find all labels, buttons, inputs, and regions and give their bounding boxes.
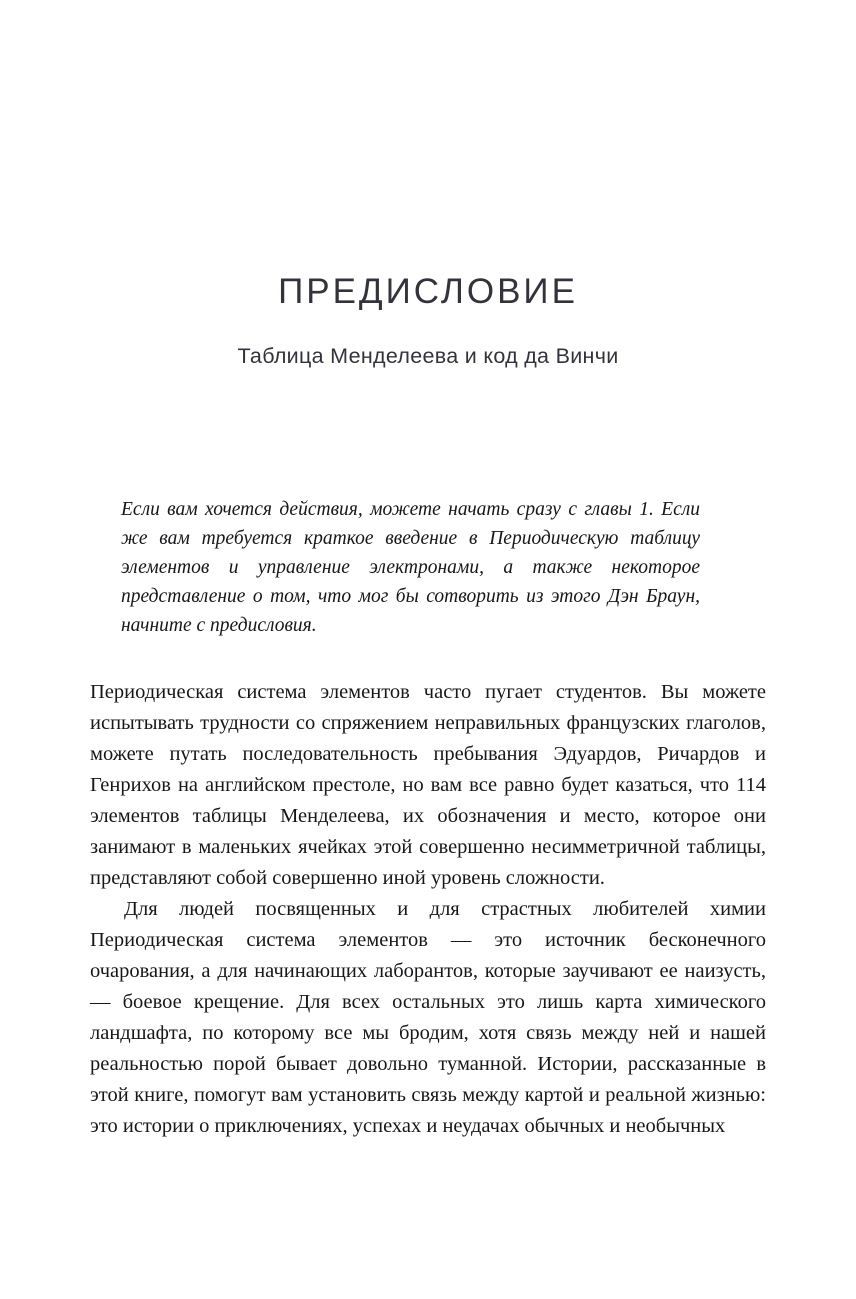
epigraph: Если вам хочется действия, можете начать сразу с главы 1. Если же вам требуется краткое введение в Периодическую таблицу элементов и управление электронами, а также некоторое представление о том, что мог бы сотворить из этого Дэн Браун, начните с предисловия. [121, 499, 700, 636]
paragraph: Для людей посвященных и для страстных любителей химии Периодическая система элементов — это источник бесконечного очарования, а для начинающих лаборантов, которые заучивают ее наизусть, — боевое крещение. Для всех остальных это лишь карта химического ландшафта, по которому все мы бродим, хотя связь между ней и нашей реальностью порой бывает довольно туманной. Истории, рассказанные в этой книге, помогут вам установить связь между картой и реальной жизнью: это истории о приключениях, успехах и неудачах обычных и необычных [90, 898, 766, 1137]
paragraph: Периодическая система элементов часто пугает студентов. Вы можете испытывать трудности со спряжением неправильных французских глаголов, можете путать последовательность пребывания Эдуардов, Ричардов и Генрихов на английском престоле, но вам все равно будет казаться, что 114 элементов таблицы Менделеева, их обозначения и место, которое они занимают в маленьких ячейках этой совершенно несимметричной таблицы, представляют собой совершенно иной уровень сложности. [90, 681, 766, 889]
chapter-title: ПРЕДИСЛОВИЕ [278, 272, 578, 311]
chapter-subtitle: Таблица Менделеева и код да Винчи [237, 344, 619, 368]
body-text [90, 677, 766, 1142]
